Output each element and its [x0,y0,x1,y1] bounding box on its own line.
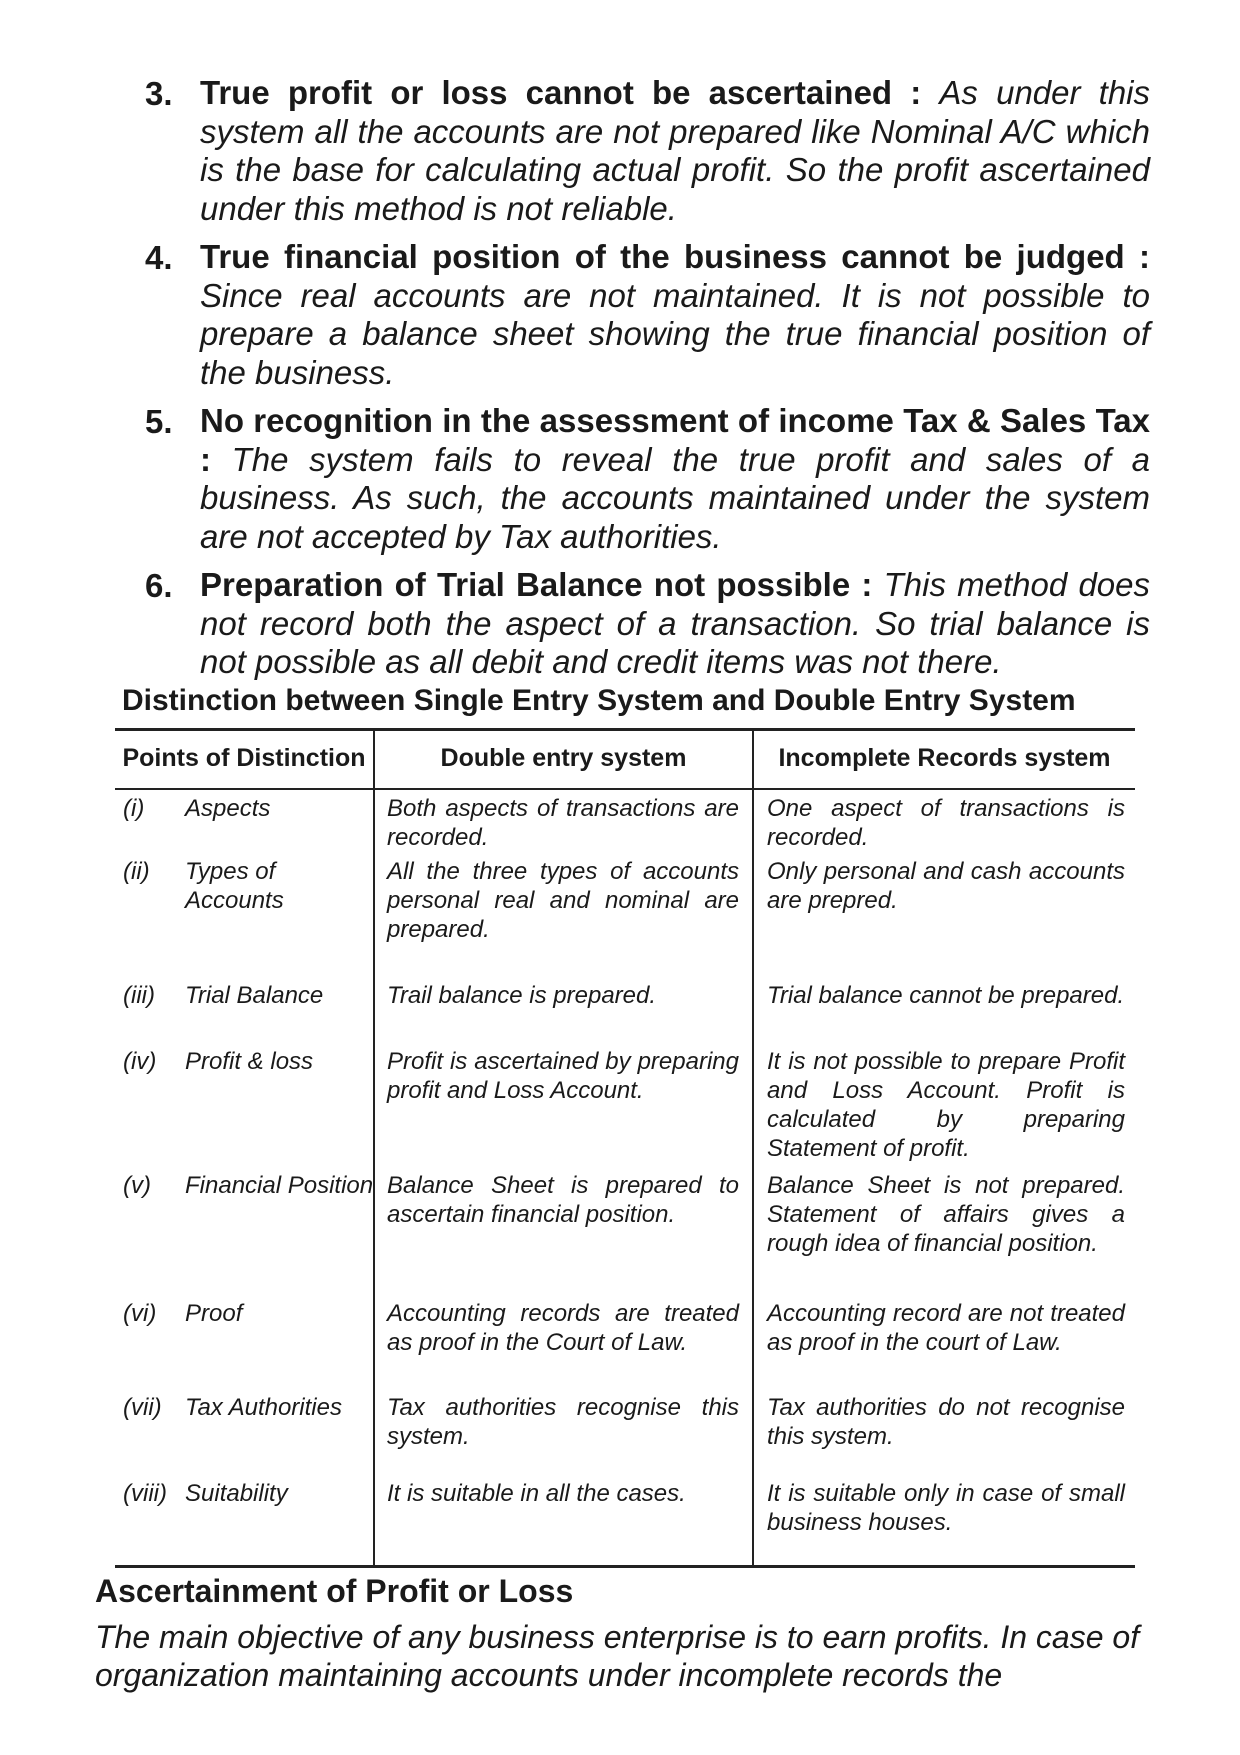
row-number: (ii) [123,858,150,885]
row-number: (i) [123,795,145,822]
row-number: (iv) [123,1048,157,1075]
table-title: Distinction between Single Entry System and Double Entry System [122,684,1076,717]
row-point: Aspects [185,795,271,822]
point-number: 6. [145,567,173,604]
row-double-entry: Balance Sheet is prepared to ascertain financial position. [387,1172,739,1228]
header-rule [115,788,1135,790]
section-heading: Ascertainment of Profit or Loss [95,1573,574,1609]
row-number: (viii) [123,1480,167,1507]
row-point: Trial Balance [185,982,324,1009]
row-double-entry: Accounting records are treated as proof in the Court of Law. [387,1300,739,1356]
point-heading: True profit or loss cannot be ascertained : [200,74,922,111]
point-text: The system fails to reveal the true profit and sales of a business. As such, the accounts maintained under the system are not accepted by Tax authorities. [200,440,1150,555]
row-point: Proof [185,1300,243,1327]
point-heading: True financial position of the business cannot be judged : [200,238,1150,275]
row-point: Tax Authorities [185,1394,342,1421]
row-incomplete-records: It is suitable only in case of small business houses. [767,1480,1125,1536]
row-incomplete-records: Balance Sheet is not prepared. Statement of affairs gives a rough idea of financial position. [767,1172,1125,1257]
point-item [145,74,1150,228]
row-number: (iii) [123,982,155,1009]
point-text: As under this system all the accounts are not prepared like Nominal A/C which is the base for calculating actual profit. So the profit ascertained under this method is not reliable. [200,74,1151,227]
point-body [200,238,1150,392]
row-number: (v) [123,1172,151,1199]
point-item [145,402,1150,556]
body-paragraph: The main objective of any business enterprise is to earn profits. In case of organization maintaining accounts under incomplete records the [95,1619,1140,1693]
row-incomplete-records: One aspect of transactions is recorded. [767,795,1125,851]
row-incomplete-records: Trial balance cannot be prepared. [767,982,1125,1009]
point-text: Since real accounts are not maintained. It is not possible to prepare a balance sheet showing the true financial position of the business. [200,276,1150,391]
row-number: (vii) [123,1394,162,1421]
row-point: Types of Accounts [185,858,284,914]
numbered-points-list [145,74,1150,692]
row-double-entry: Trail balance is prepared. [387,982,657,1009]
column-header: Incomplete Records system [778,744,1111,772]
row-double-entry: It is suitable in all the cases. [387,1480,686,1507]
point-item [145,566,1150,682]
point-body [200,402,1150,556]
row-incomplete-records: Accounting record are not treated as proof in the court of Law. [767,1300,1125,1356]
point-body [200,74,1150,228]
column-header: Double entry system [440,744,687,772]
row-double-entry: All the three types of accounts personal real and nominal are prepared. [387,858,739,943]
point-number: 4. [145,239,173,276]
row-incomplete-records: It is not possible to prepare Profit and Loss Account. Profit is calculated by preparing Statement of profit. [767,1048,1125,1162]
row-point: Suitability [185,1480,288,1507]
column-header: Points of Distinction [122,744,366,772]
point-item [145,238,1150,392]
row-point: Financial Position [185,1172,374,1199]
row-double-entry: Both aspects of transactions are recorded. [387,795,739,851]
point-number: 5. [145,403,173,440]
point-heading: Preparation of Trial Balance not possible : [200,566,873,603]
distinction-table [115,728,1135,1568]
row-incomplete-records: Tax authorities do not recognise this system. [767,1394,1125,1450]
column-divider [752,731,754,1565]
point-text: This method does not record both the aspect of a transaction. So trial balance is not possible as all debit and credit items was not there. [200,566,1150,680]
row-incomplete-records: Only personal and cash accounts are prepred. [767,858,1125,914]
row-double-entry: Profit is ascertained by preparing profit and Loss Account. [387,1048,739,1104]
row-double-entry: Tax authorities recognise this system. [387,1394,739,1450]
point-number: 3. [145,75,173,112]
row-number: (vi) [123,1300,157,1327]
point-body [200,566,1150,682]
point-heading: No recognition in the assessment of income Tax & Sales Tax : [200,402,1150,478]
row-point: Profit & loss [185,1048,314,1075]
